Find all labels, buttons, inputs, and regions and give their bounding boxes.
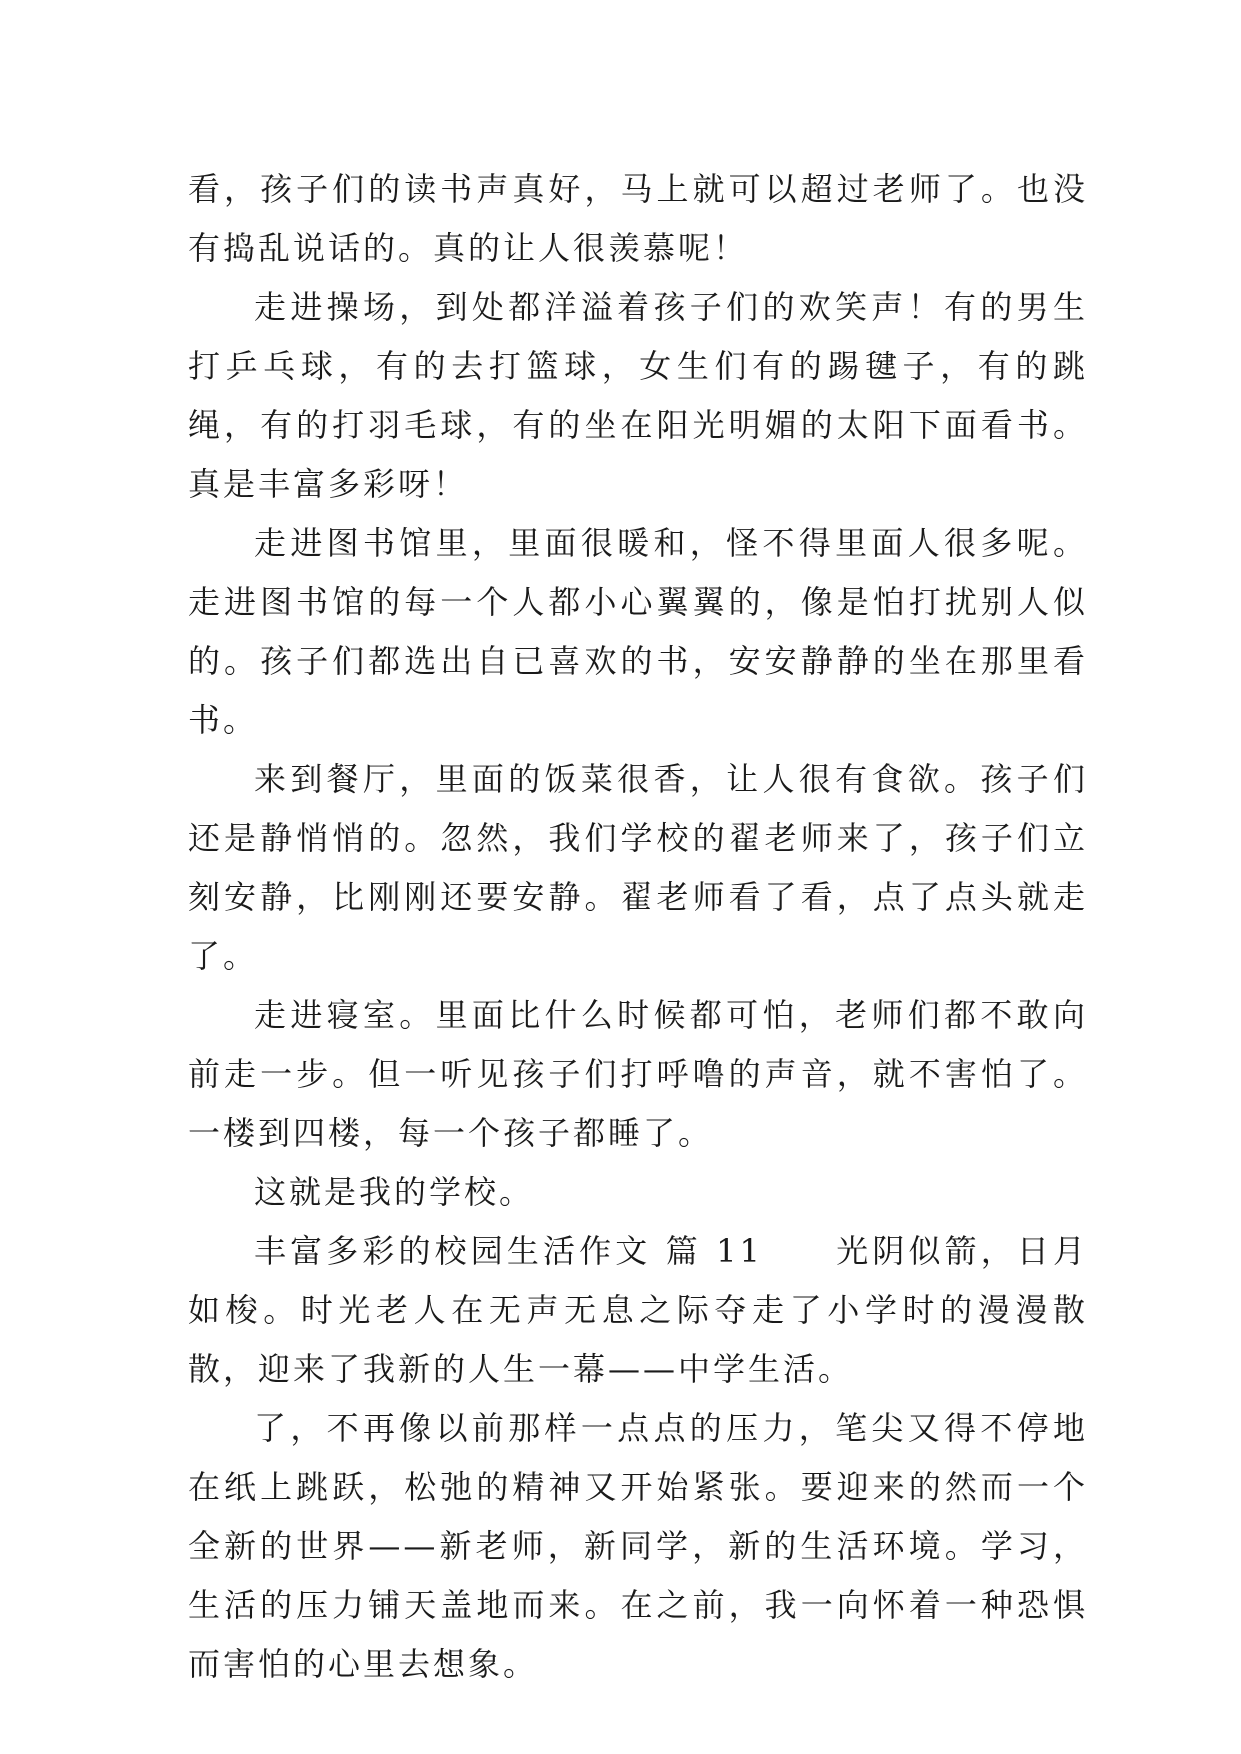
paragraph: 走进图书馆里，里面很暖和，怪不得里面人很多呢。走进图书馆的每一个人都小心翼翼的，像是怕打扰别人似的。孩子们都选出自已喜欢的书，安安静静的坐在那里看书。: [188, 524, 1088, 739]
paragraph: 丰富多彩的校园生活作文 篇 11 光阴似箭，日月如梭。时光老人在无声无息之际夺走了小学时的漫漫散散，迎来了我新的人生一幕——中学生活。: [188, 1232, 1088, 1388]
paragraph: 这就是我的学校。: [254, 1173, 535, 1211]
paragraph: 走进寝室。里面比什么时候都可怕，老师们都不敢向前走一步。但一听见孩子们打呼噜的声音，就不害怕了。一楼到四楼，每一个孩子都睡了。: [188, 996, 1088, 1152]
paragraph: 走进操场，到处都洋溢着孩子们的欢笑声！有的男生打乒乓球，有的去打篮球，女生们有的踢毽子，有的跳绳，有的打羽毛球，有的坐在阳光明媚的太阳下面看书。真是丰富多彩呀！: [188, 288, 1088, 503]
paragraph: 看，孩子们的读书声真好，马上就可以超过老师了。也没有捣乱说话的。真的让人很羡慕呢！: [188, 170, 1088, 267]
paragraph: 来到餐厅，里面的饭菜很香，让人很有食欲。孩子们还是静悄悄的。忽然，我们学校的翟老师来了，孩子们立刻安静，比刚刚还要安静。翟老师看了看，点了点头就走了。: [188, 760, 1088, 975]
document-body: [188, 160, 1088, 1694]
paragraph: 了，不再像以前那样一点点的压力，笔尖又得不停地在纸上跳跃，松弛的精神又开始紧张。要迎来的然而一个全新的世界——新老师，新同学，新的生活环境。学习，生活的压力铺天盖地而来。在之前，我一向怀着一种恐惧而害怕的心里去想象。: [188, 1409, 1088, 1683]
